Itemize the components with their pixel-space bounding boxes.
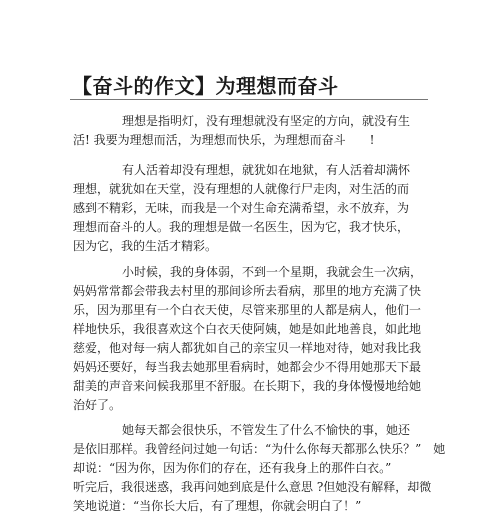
paragraph-line: 妈妈还要好，每当我去她那里看病时，她都会少不得用她那天下最 (73, 360, 422, 374)
paragraph-line: 理想是指明灯，没有理想就没有坚定的方向，就没有生 (122, 114, 411, 128)
title-divider (70, 99, 428, 100)
paragraph-line: 笑地说道：“当你长大后，有了理想，你就会明白了！” (73, 499, 362, 513)
paragraph-line: 她每天都会很快乐，不管发生了什么不愉快的事，她还 (122, 423, 411, 437)
paragraph-line: 甜美的声音来问候我那里不舒服。在长期下，我的身体慢慢地给她 (73, 379, 422, 393)
paragraph-line: 乐，因为那里有一个白衣天使，尽管来那里的人都是病人，他们一 (73, 303, 422, 317)
paragraph-line: 活! 我要为理想而活，为理想而快乐，为理想而奋斗 ! (73, 133, 375, 147)
paragraph-line: 因为它，我的生活才精彩。 (73, 239, 218, 253)
document-title: 【奋斗的作文】为理想而奋斗 (72, 74, 339, 98)
paragraph-line: 有人活着却没有理想，就犹如在地狱，有人活着却满怀 (122, 163, 411, 177)
paragraph-line: 理想，就犹如在天堂，没有理想的人就像行尸走肉，对生活的而 (73, 182, 410, 196)
paragraph-line: 慈爱，他对每一病人都犹如自己的亲宝贝一样地对待，她对我比我 (73, 341, 422, 355)
paragraph-line: 治好了。 (73, 398, 122, 412)
paragraph-line: 感到不精彩，无味，而我是一个对生命充满希望，永不放弃，为 (73, 201, 410, 215)
paragraph-line: 却说：“因为你，因为你们的存在，还有我身上的那件白衣。” (73, 461, 392, 475)
paragraph-line: 样地快乐，我很喜欢这个白衣天使阿姨，她是如此地善良，如此地 (73, 322, 422, 336)
paragraph-line: 听完后，我很迷惑，我再问她到底是什么意思 ?但她没有解释，却微 (73, 480, 432, 494)
paragraph-line: 小时候，我的身体弱，不到一个星期，我就会生一次病， (122, 265, 423, 279)
paragraph-line: 理想而奋斗的人。我的理想是做一名医生，因为它，我才快乐， (73, 220, 410, 234)
paragraph-line: 妈妈常常都会带我去村里的那间诊所去看病，那里的地方充满了快 (73, 284, 422, 298)
paragraph-line: 是依旧那样。我曾经问过她一句话：“为什么你每天都那么快乐？” 她 (73, 442, 446, 456)
